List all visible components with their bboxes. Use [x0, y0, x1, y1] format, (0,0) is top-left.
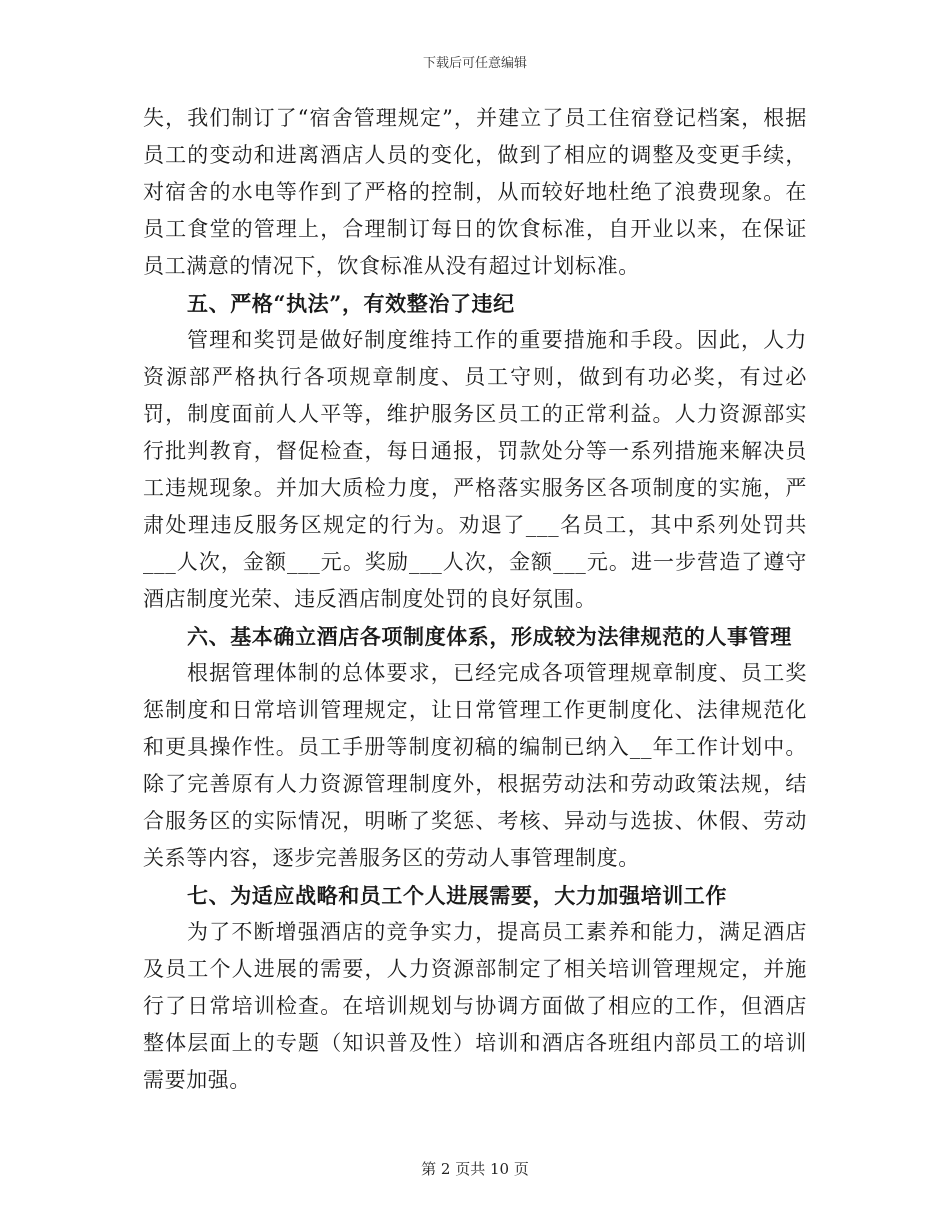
paragraph-training: 为了不断增强酒店的竞争实力，提高员工素养和能力，满足酒店及员工个人进展的需要，人力资源部制定了相关培训管理规定，并施行了日常培训检查。在培训规划与协调方面做了相应的工作，但酒店整体层面上的专题（知识普及性）培训和酒店各班组内部员工的培训需要加强。: [143, 920, 807, 1092]
paragraph-regulations: 根据管理体制的总体要求，已经完成各项管理规章制度、员工奖惩制度和日常培训管理规定，让日常管理工作更制度化、法律规范化和更具操作性。员工手册等制度初稿的编制已纳入__年工作计划中。除了完善原有人力资源管理制度外，根据劳动法和劳动政策法规，结合服务区的实际情况，明晰了奖惩、考核、异动与选拔、休假、劳动关系等内容，逐步完善服务区的劳动人事管理制度。: [143, 661, 807, 870]
document-body: [143, 100, 807, 1099]
page-footer-pagination: 第 2 页共 10 页: [421, 1160, 529, 1178]
section-heading-5: 五、严格“执法”，有效整治了违纪: [187, 291, 515, 316]
section-heading-6: 六、基本确立酒店各项制度体系，形成较为法律规范的人事管理: [187, 624, 792, 649]
page-header: 下载后可任意编辑: [422, 56, 527, 71]
section-heading-7: 七、为适应战略和员工个人进展需要，大力加强培训工作: [187, 883, 727, 908]
paragraph-discipline: 管理和奖罚是做好制度维持工作的重要措施和手段。因此，人力资源部严格执行各项规章制度、员工守则，做到有功必奖，有过必罚，制度面前人人平等，维护服务区员工的正常利益。人力资源部实行批判教育，督促检查，每日通报，罚款处分等一系列措施来解决员工违规现象。并加大质检力度，严格落实服务区各项制度的实施，严肃处理违反服务区规定的行为。劝退了___名员工，其中系列处罚共___人次，金额___元。奖励___人次，金额___元。进一步营造了遵守酒店制度光荣、违反酒店制度处罚的良好氛围。: [143, 328, 807, 611]
paragraph-dormitory: 失，我们制订了“宿舍管理规定”，并建立了员工住宿登记档案，根据员工的变动和进离酒店人员的变化，做到了相应的调整及变更手续，对宿舍的水电等作到了严格的控制，从而较好地杜绝了浪费现象。在员工食堂的管理上，合理制订每日的饮食标准，自开业以来，在保证员工满意的情况下，饮食标准从没有超过计划标准。: [143, 106, 807, 278]
